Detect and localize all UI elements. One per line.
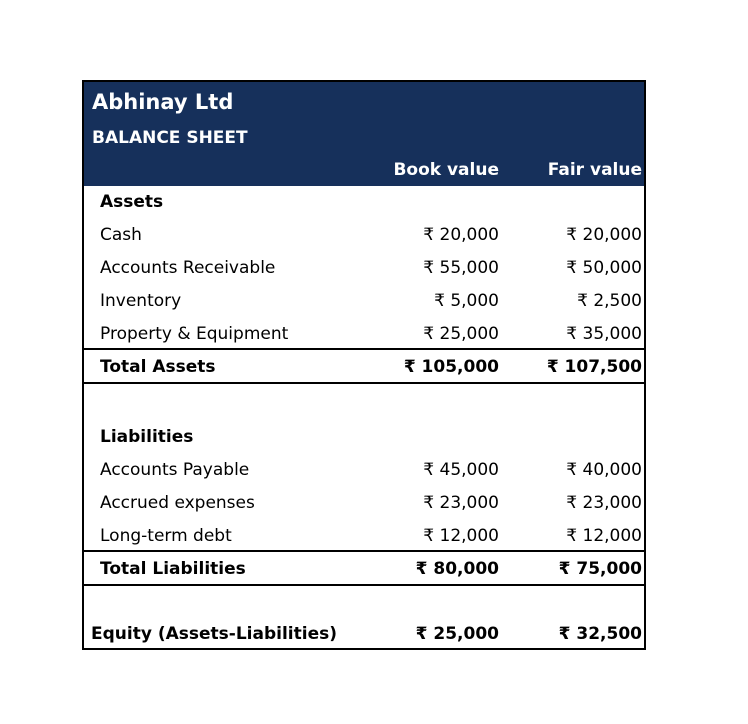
assets-heading-row [84, 186, 644, 219]
divider [84, 584, 644, 586]
row-label: Cash [100, 225, 142, 245]
table-row [84, 520, 644, 553]
fair-value-cell: ₹ 50,000 [566, 258, 642, 278]
book-value-cell: ₹ 12,000 [423, 526, 499, 546]
total-assets-fair-value: ₹ 107,500 [546, 357, 642, 377]
total-liabilities-book-value: ₹ 80,000 [415, 559, 499, 579]
table-row [84, 285, 644, 318]
total-assets-label: Total Assets [100, 357, 216, 377]
total-liabilities-label: Total Liabilities [100, 559, 246, 579]
column-header-book-value: Book value [393, 160, 499, 180]
row-label: Accounts Payable [100, 460, 250, 480]
book-value-cell: ₹ 45,000 [423, 460, 499, 480]
fair-value-cell: ₹ 40,000 [566, 460, 642, 480]
total-assets-row [84, 351, 644, 384]
book-value-cell: ₹ 55,000 [423, 258, 499, 278]
table-row [84, 454, 644, 487]
equity-fair-value: ₹ 32,500 [558, 624, 642, 644]
table-row [84, 219, 644, 252]
company-name: Abhinay Ltd [92, 90, 234, 114]
balance-sheet-table [82, 80, 646, 650]
fair-value-cell: ₹ 23,000 [566, 493, 642, 513]
table-header [84, 82, 644, 186]
divider [84, 550, 644, 552]
fair-value-cell: ₹ 20,000 [566, 225, 642, 245]
divider [84, 348, 644, 350]
row-label: Property & Equipment [100, 324, 289, 344]
book-value-cell: ₹ 25,000 [423, 324, 499, 344]
book-value-cell: ₹ 5,000 [434, 291, 499, 311]
book-value-cell: ₹ 23,000 [423, 493, 499, 513]
assets-heading: Assets [100, 192, 164, 212]
fair-value-cell: ₹ 12,000 [566, 526, 642, 546]
table-row [84, 318, 644, 351]
total-assets-book-value: ₹ 105,000 [403, 357, 499, 377]
equity-label: Equity (Assets-Liabilities) [91, 624, 337, 644]
row-label: Accounts Receivable [100, 258, 276, 278]
row-label: Inventory [100, 291, 182, 311]
total-liabilities-fair-value: ₹ 75,000 [558, 559, 642, 579]
total-liabilities-row [84, 553, 644, 586]
liabilities-heading-row [84, 421, 644, 454]
book-value-cell: ₹ 20,000 [423, 225, 499, 245]
column-header-fair-value: Fair value [547, 160, 642, 180]
table-row [84, 252, 644, 285]
fair-value-cell: ₹ 35,000 [566, 324, 642, 344]
sheet-title: BALANCE SHEET [92, 128, 248, 148]
equity-book-value: ₹ 25,000 [415, 624, 499, 644]
equity-row [84, 618, 644, 651]
fair-value-cell: ₹ 2,500 [577, 291, 642, 311]
divider [84, 382, 644, 384]
liabilities-heading: Liabilities [100, 427, 194, 447]
table-row [84, 487, 644, 520]
row-label: Long-term debt [100, 526, 232, 546]
row-label: Accrued expenses [100, 493, 255, 513]
